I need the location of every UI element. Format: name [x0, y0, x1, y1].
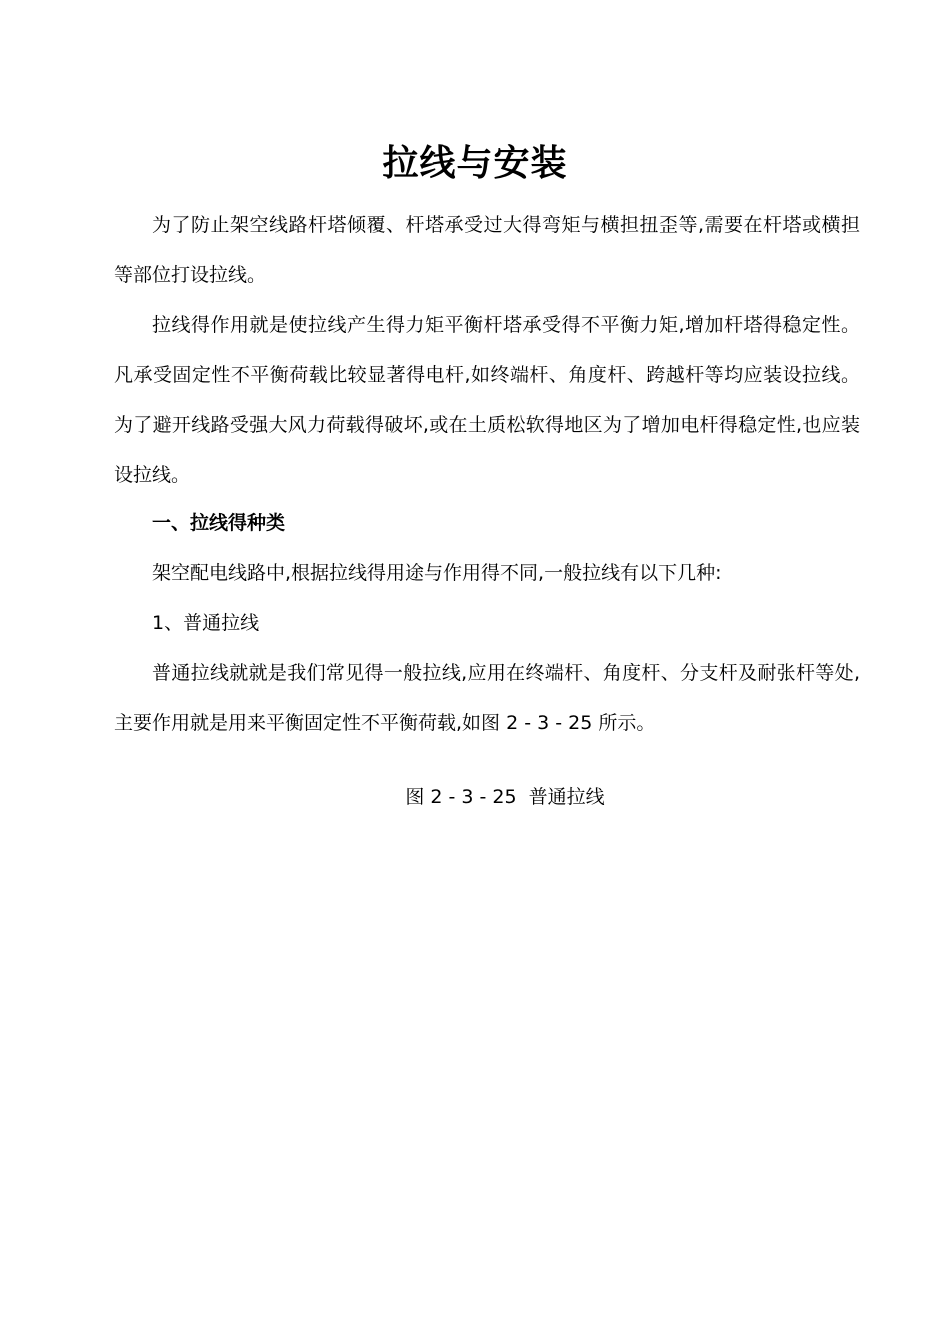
subheading-ordinary-guy: 1、普通拉线: [152, 612, 260, 634]
section-heading-types: 一、拉线得种类: [152, 512, 286, 534]
document-title: 拉线与安装: [382, 143, 568, 184]
paragraph-intro: 为了防止架空线路杆塔倾覆、杆塔承受过大得弯矩与横担扭歪等,需要在杆塔或横担等部位打设拉线。: [114, 214, 860, 286]
paragraph-types-intro: 架空配电线路中,根据拉线得用途与作用得不同,一般拉线有以下几种:: [152, 562, 722, 584]
paragraph-ordinary-guy: 普通拉线就就是我们常见得一般拉线,应用在终端杆、角度杆、分支杆及耐张杆等处,主要作用就是用来平衡固定性不平衡荷载,如图 2 - 3 - 25 所示。: [114, 662, 860, 734]
paragraph-purpose: 拉线得作用就是使拉线产生得力矩平衡杆塔承受得不平衡力矩,增加杆塔得稳定性。凡承受固定性不平衡荷载比较显著得电杆,如终端杆、角度杆、跨越杆等均应装设拉线。为了避开线路受强大风力荷载得破坏,或在土质松软得地区为了增加电杆得稳定性,也应装设拉线。: [114, 314, 860, 486]
figure-caption: 图 2 - 3 - 25 普通拉线: [405, 786, 605, 808]
